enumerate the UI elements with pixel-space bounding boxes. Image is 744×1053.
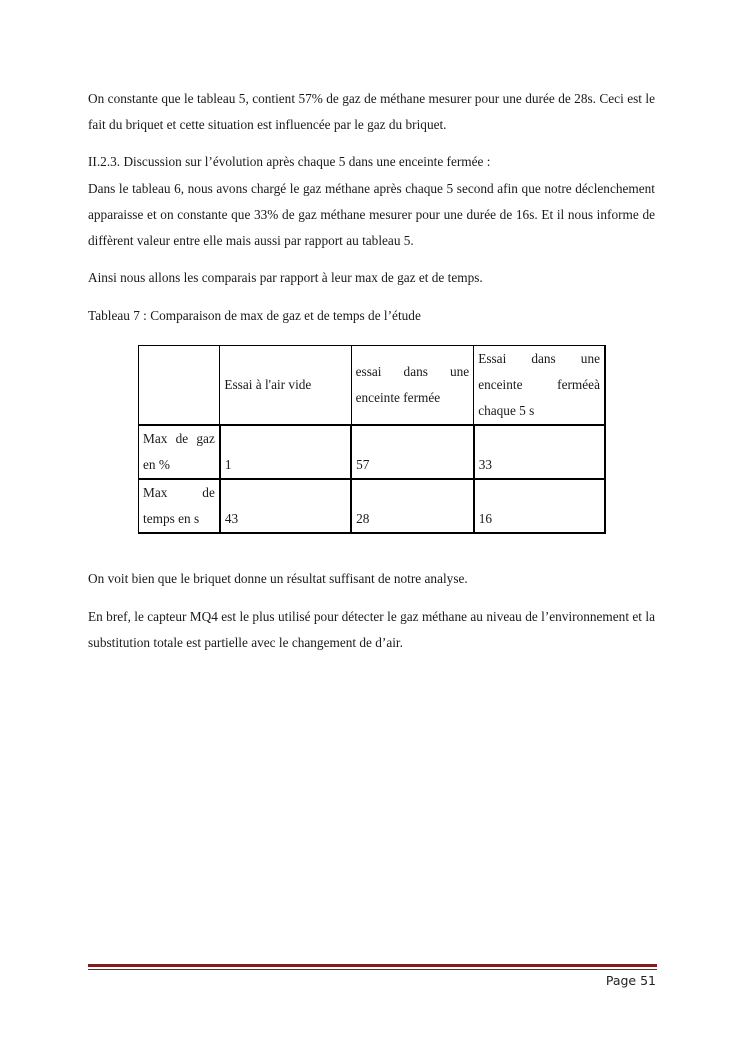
table-header-row bbox=[139, 346, 606, 426]
header-air-vide: Essai à l'air vide bbox=[224, 377, 312, 392]
table-cell: 1 bbox=[220, 425, 351, 479]
page-number: Page 51 bbox=[605, 973, 656, 988]
table-cell: 57 bbox=[351, 425, 474, 479]
table-header-cell bbox=[474, 346, 605, 426]
table-header-cell bbox=[220, 346, 351, 426]
table-cell: 16 bbox=[474, 479, 605, 533]
section-heading: II.2.3. Discussion sur l’évolution après chaque 5 dans une enceinte fermée : bbox=[88, 154, 491, 169]
table-cell: 28 bbox=[351, 479, 474, 533]
row-label-gaz: Max de gaz en % bbox=[139, 425, 220, 479]
comparison-table bbox=[138, 345, 606, 534]
paragraph-result: On voit bien que le briquet donne un résultat suffisant de notre analyse. bbox=[88, 571, 468, 586]
table-row bbox=[139, 425, 606, 479]
header-enceinte-fermee: essai dans une enceinte fermée bbox=[355, 364, 470, 405]
footer-rule-thin bbox=[88, 969, 657, 970]
table-header-cell bbox=[139, 346, 220, 426]
paragraph-intro: On constante que le tableau 5, contient 57% de gaz de méthane mesurer pour une durée de 28s. Ceci est le fait du briquet et cette situation est influencée par le gaz du briquet. bbox=[88, 91, 655, 132]
paragraph-discussion: Dans le tableau 6, nous avons chargé le gaz méthane après chaque 5 second afin que notre déclenchement apparaisse et on constante que 33% de gaz méthane mesurer pour une durée de 16s. Et il nous informe de diffèrent valeur entre elle mais aussi par rapport au tableau 5. bbox=[88, 181, 655, 248]
table-row bbox=[139, 479, 606, 533]
table-cell: 43 bbox=[220, 479, 351, 533]
header-enceinte-chaque-5s: Essai dans une enceinte ferméeà chaque 5 s bbox=[478, 351, 600, 418]
table-cell: 33 bbox=[474, 425, 605, 479]
row-label-temps: Max de temps en s bbox=[139, 479, 220, 533]
paragraph-conclusion: En bref, le capteur MQ4 est le plus utilisé pour détecter le gaz méthane au niveau de l’environnement et la substitution totale est partielle avec le changement de d’air. bbox=[88, 609, 655, 650]
table-caption: Tableau 7 : Comparaison de max de gaz et de temps de l’étude bbox=[88, 308, 421, 323]
table-header-cell bbox=[351, 346, 474, 426]
paragraph-comparison-intro: Ainsi nous allons les comparais par rapport à leur max de gaz et de temps. bbox=[88, 270, 483, 285]
footer-rule-thick bbox=[88, 964, 657, 967]
